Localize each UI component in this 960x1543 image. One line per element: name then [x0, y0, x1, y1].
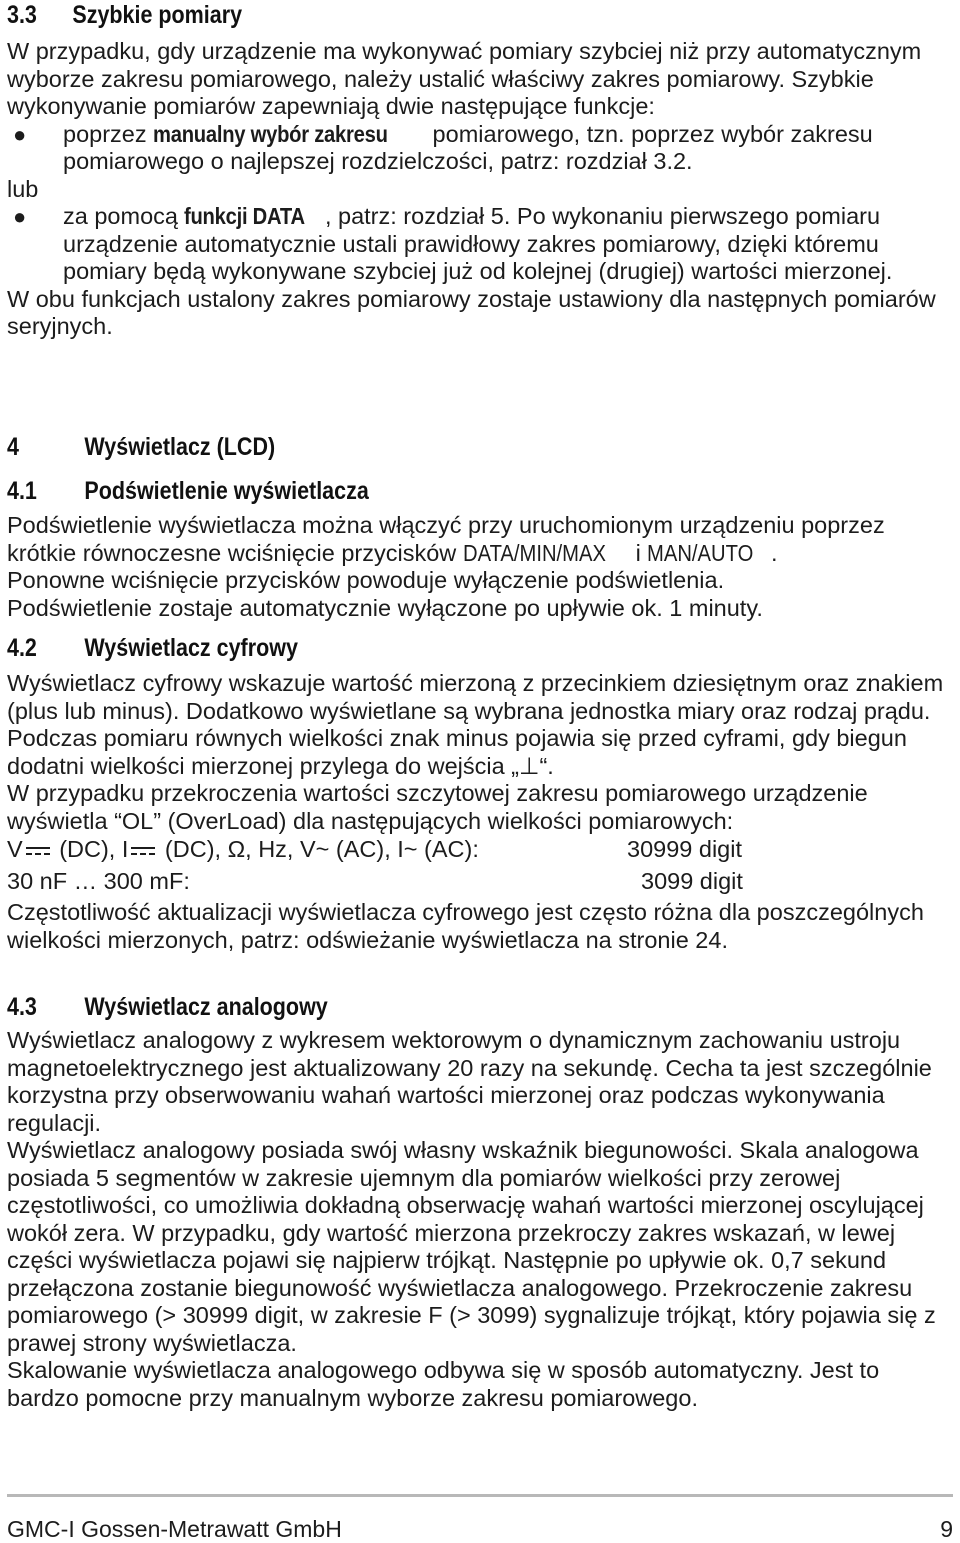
- section-4-1: [7, 477, 953, 506]
- paragraph: Wyświetlacz cyfrowy wskazuje wartość mierzoną z przecinkiem dziesiętnym oraz znakiem (plus lub minus). Dodatkowo wyświetlane są wybrana jednostka miary oraz rodzaj prądu. Podczas pomiaru równych wielkości znak minus pojawia się przed cyframi, gdy biegun dodatni wielkości mierzonej przylega do wejścia „⊥“.: [7, 670, 944, 779]
- lub-text: lub: [7, 175, 39, 202]
- footer-company: GMC-I Gossen-Metrawatt GmbH: [7, 1516, 342, 1542]
- paragraph: W przypadku, gdy urządzenie ma wykonywać pomiary szybciej niż przy automatycznym wyborze zakresu pomiarowego, należy ustalić właściwy zakres pomiarowy. Szybkie wykonywanie pomiarów zapewniają dwie następujące funkcje:: [7, 38, 922, 119]
- paragraph: W obu funkcjach ustalony zakres pomiarowy zostaje ustawiony dla następnych pomiarów seryjnych.: [7, 285, 936, 339]
- paragraph: Wyświetlacz analogowy z wykresem wektorowym o dynamicznym zachowaniu ustroju magnetoelektrycznego jest aktualizowany 20 razy na sekundę. Cecha ta jest szczególnie korzystna przy obserwowaniu wahań wartości mierzonej oraz podczas wykonywania regulacji.: [7, 1027, 932, 1136]
- section-4-1-body: [7, 512, 953, 622]
- section-4-3: [7, 993, 953, 1022]
- page-number: 9: [940, 1516, 953, 1542]
- key-data-min-max: DATA/MIN/MAX: [462, 539, 606, 566]
- paragraph: W przypadku przekroczenia wartości szczytowej zakresu pomiarowego urządzenie wyświetla “OL” (OverLoad) dla następujących wielkości pomiarowych:: [7, 780, 868, 834]
- paragraph: Wyświetlacz analogowy posiada swój własny wskaźnik biegunowości. Skala analogowa posiada 5 segmentów w zakresie ujemnym dla pomiarów wielkości przy zerowej częstotliwości, co umożliwia dokładną obserwację wahań wartości mierzonej oscylującej wokół zera. W przypadku, gdy wartość mierzona przekroczy zakres wskazań, w lewej części wyświetlacza pojawi się najpierw trójkąt. Następnie po upływie ok. 0,7 sekund przełączona zostanie biegunowość wyświetlacza analogowego. Przekroczenie zakresu pomiarowego (> 30999 digit, w zakresie F (> 3099) sygnalizuje trójkąt, który pojawia się z prawej strony wyświetlacza.: [7, 1137, 936, 1356]
- section-3-3-body: [7, 38, 953, 341]
- heading-3-3: 3.3 Szybkie pomiary: [7, 1, 243, 29]
- heading-4: 4 Wyświetlacz (LCD): [7, 433, 276, 461]
- key-man-auto: MAN/AUTO: [647, 539, 754, 566]
- bullet-icon: ●: [13, 204, 27, 229]
- bullet-item: ● za pomocą funkcji DATA , patrz: rozdział 5. Po wykonaniu pierwszego pomiaru urządzenie automatycznie ustali prawidłowy zakres pomiarowy, dzięki któremu pomiary będą wykonywane szybciej już od kolejnej (drugiej) wartości mierzonej.: [13, 203, 893, 284]
- overload-row: V (DC), I (DC), Ω, Hz, V~ (AC), I~ (AC): 30999 digit: [7, 836, 742, 862]
- section-3-3: [7, 1, 953, 30]
- section-4: [7, 433, 953, 462]
- section-4-2: [7, 634, 953, 663]
- heading-4-1: 4.1 Podświetlenie wyświetlacza: [7, 477, 369, 505]
- section-4-2-body: [7, 670, 953, 954]
- overload-row: 30 nF … 300 mF: 3099 digit: [7, 867, 743, 894]
- bullet-icon: ●: [13, 121, 27, 147]
- dc-symbol-icon: [25, 844, 51, 858]
- dc-symbol-icon: [130, 844, 156, 858]
- paragraph: Ponowne wciśnięcie przycisków powoduje wyłączenie podświetlenia.: [7, 567, 725, 593]
- bullet-item: ● poprzez manualny wybór zakresu pomiarowego, tzn. poprzez wybór zakresu pomiarowego o najlepszej rozdzielczości, patrz: rozdział 3.2.: [13, 120, 873, 174]
- paragraph: Częstotliwość aktualizacji wyświetlacza cyfrowego jest często różna dla poszczególnych wielkości mierzonych, patrz: odświeżanie wyświetlacza na stronie 24.: [7, 899, 924, 953]
- footer-divider: [7, 1494, 953, 1497]
- paragraph: Skalowanie wyświetlacza analogowego odbywa się w sposób automatyczny. Jest to bardzo pomocne przy manualnym wyborze zakresu pomiarowego.: [7, 1357, 880, 1411]
- page-footer: [7, 1516, 953, 1543]
- heading-4-3: 4.3 Wyświetlacz analogowy: [7, 993, 328, 1021]
- paragraph: Podświetlenie wyświetlacza można włączyć przy uruchomionym urządzeniu poprzez krótkie równoczesne wciśnięcie przycisków DATA/MIN/MAX i MAN/AUTO .: [7, 512, 885, 566]
- paragraph: Podświetlenie zostaje automatycznie wyłączone po upływie ok. 1 minuty.: [7, 594, 763, 621]
- section-4-3-body: [7, 1027, 953, 1412]
- heading-4-2: 4.2 Wyświetlacz cyfrowy: [7, 634, 298, 662]
